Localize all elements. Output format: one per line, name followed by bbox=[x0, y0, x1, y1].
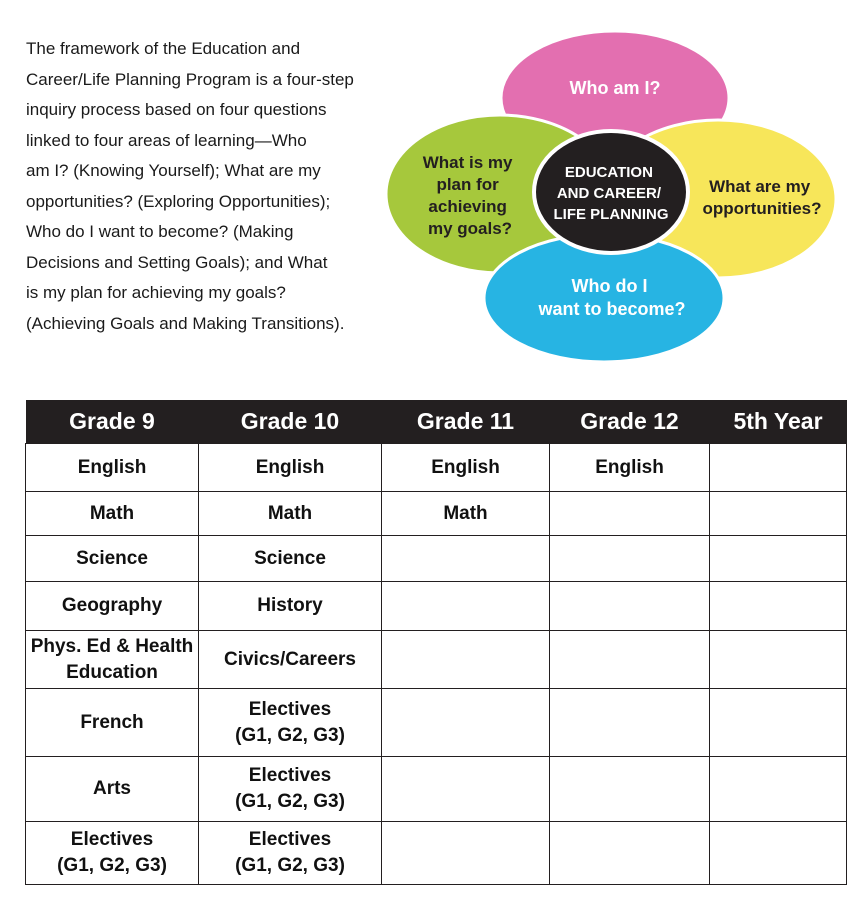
column-header: Grade 11 bbox=[382, 400, 550, 444]
intro-line: am I? (Knowing Yourself); What are my bbox=[26, 161, 321, 180]
table-cell bbox=[550, 689, 710, 757]
table-cell: Electives (G1, G2, G3) bbox=[199, 757, 382, 822]
table-cell bbox=[710, 822, 847, 885]
table-cell: Electives (G1, G2, G3) bbox=[26, 822, 199, 885]
who-am-i-label: Who am I? bbox=[569, 78, 661, 98]
table-cell bbox=[710, 757, 847, 822]
column-header: Grade 12 bbox=[550, 400, 710, 444]
table-cell bbox=[382, 536, 550, 582]
center-label: EDUCATION AND CAREER/ LIFE PLANNING bbox=[553, 164, 669, 223]
table-cell bbox=[382, 582, 550, 631]
table-row bbox=[26, 757, 847, 822]
table-cell: History bbox=[199, 582, 382, 631]
column-header: Grade 9 bbox=[26, 400, 199, 444]
table-cell: Science bbox=[199, 536, 382, 582]
table-cell: Civics/Careers bbox=[199, 631, 382, 689]
table-cell: English bbox=[26, 444, 199, 492]
header-row bbox=[26, 400, 847, 444]
table-cell bbox=[710, 631, 847, 689]
column-header: Grade 10 bbox=[199, 400, 382, 444]
table-cell bbox=[382, 757, 550, 822]
table-cell bbox=[382, 822, 550, 885]
table-cell: Electives (G1, G2, G3) bbox=[199, 822, 382, 885]
table-cell bbox=[710, 492, 847, 536]
table-cell bbox=[550, 492, 710, 536]
column-header: 5th Year bbox=[710, 400, 847, 444]
table-row bbox=[26, 582, 847, 631]
intro-line: is my plan for achieving my goals? bbox=[26, 283, 286, 302]
intro-line: opportunities? (Exploring Opportunities); bbox=[26, 191, 331, 211]
table-cell: French bbox=[26, 689, 199, 757]
table-cell: Math bbox=[382, 492, 550, 536]
intro-paragraph bbox=[26, 34, 386, 339]
table-row bbox=[26, 631, 847, 689]
table-cell: Geography bbox=[26, 582, 199, 631]
table-row bbox=[26, 536, 847, 582]
table-cell bbox=[382, 689, 550, 757]
intro-line: Decisions and Setting Goals); and What bbox=[26, 252, 328, 272]
table-cell: Electives (G1, G2, G3) bbox=[199, 689, 382, 757]
table-cell bbox=[710, 444, 847, 492]
table-row bbox=[26, 444, 847, 492]
intro-line: inquiry process based on four questions bbox=[26, 100, 327, 119]
planning-diagram bbox=[372, 20, 844, 370]
table-cell bbox=[710, 536, 847, 582]
table-cell bbox=[550, 536, 710, 582]
become-label: Who do I want to become? bbox=[538, 276, 686, 319]
table-cell: English bbox=[550, 444, 710, 492]
opportunities-label: What are my opportunities? bbox=[702, 177, 822, 218]
table-cell bbox=[710, 689, 847, 757]
table-cell: Math bbox=[199, 492, 382, 536]
intro-line: Who do I want to become? (Making bbox=[26, 222, 294, 241]
goals-plan-label: What is my plan for achieving my goals? bbox=[422, 153, 513, 238]
table-cell: English bbox=[382, 444, 550, 492]
table-cell bbox=[382, 631, 550, 689]
table-cell: Math bbox=[26, 492, 199, 536]
course-grid bbox=[25, 400, 847, 885]
table-row bbox=[26, 689, 847, 757]
table-cell bbox=[550, 822, 710, 885]
table-cell: Science bbox=[26, 536, 199, 582]
table-row bbox=[26, 822, 847, 885]
table-cell bbox=[550, 631, 710, 689]
intro-line: linked to four areas of learning—Who bbox=[26, 130, 307, 150]
intro-line: The framework of the Education and bbox=[26, 39, 301, 58]
table-cell bbox=[710, 582, 847, 631]
intro-line: Career/Life Planning Program is a four-step bbox=[26, 69, 354, 89]
table-cell: English bbox=[199, 444, 382, 492]
intro-line: (Achieving Goals and Making Transitions). bbox=[26, 313, 345, 333]
table-row bbox=[26, 492, 847, 536]
table-cell bbox=[550, 582, 710, 631]
table-cell: Phys. Ed & Health Education bbox=[26, 631, 199, 689]
table-cell bbox=[550, 757, 710, 822]
table-cell: Arts bbox=[26, 757, 199, 822]
